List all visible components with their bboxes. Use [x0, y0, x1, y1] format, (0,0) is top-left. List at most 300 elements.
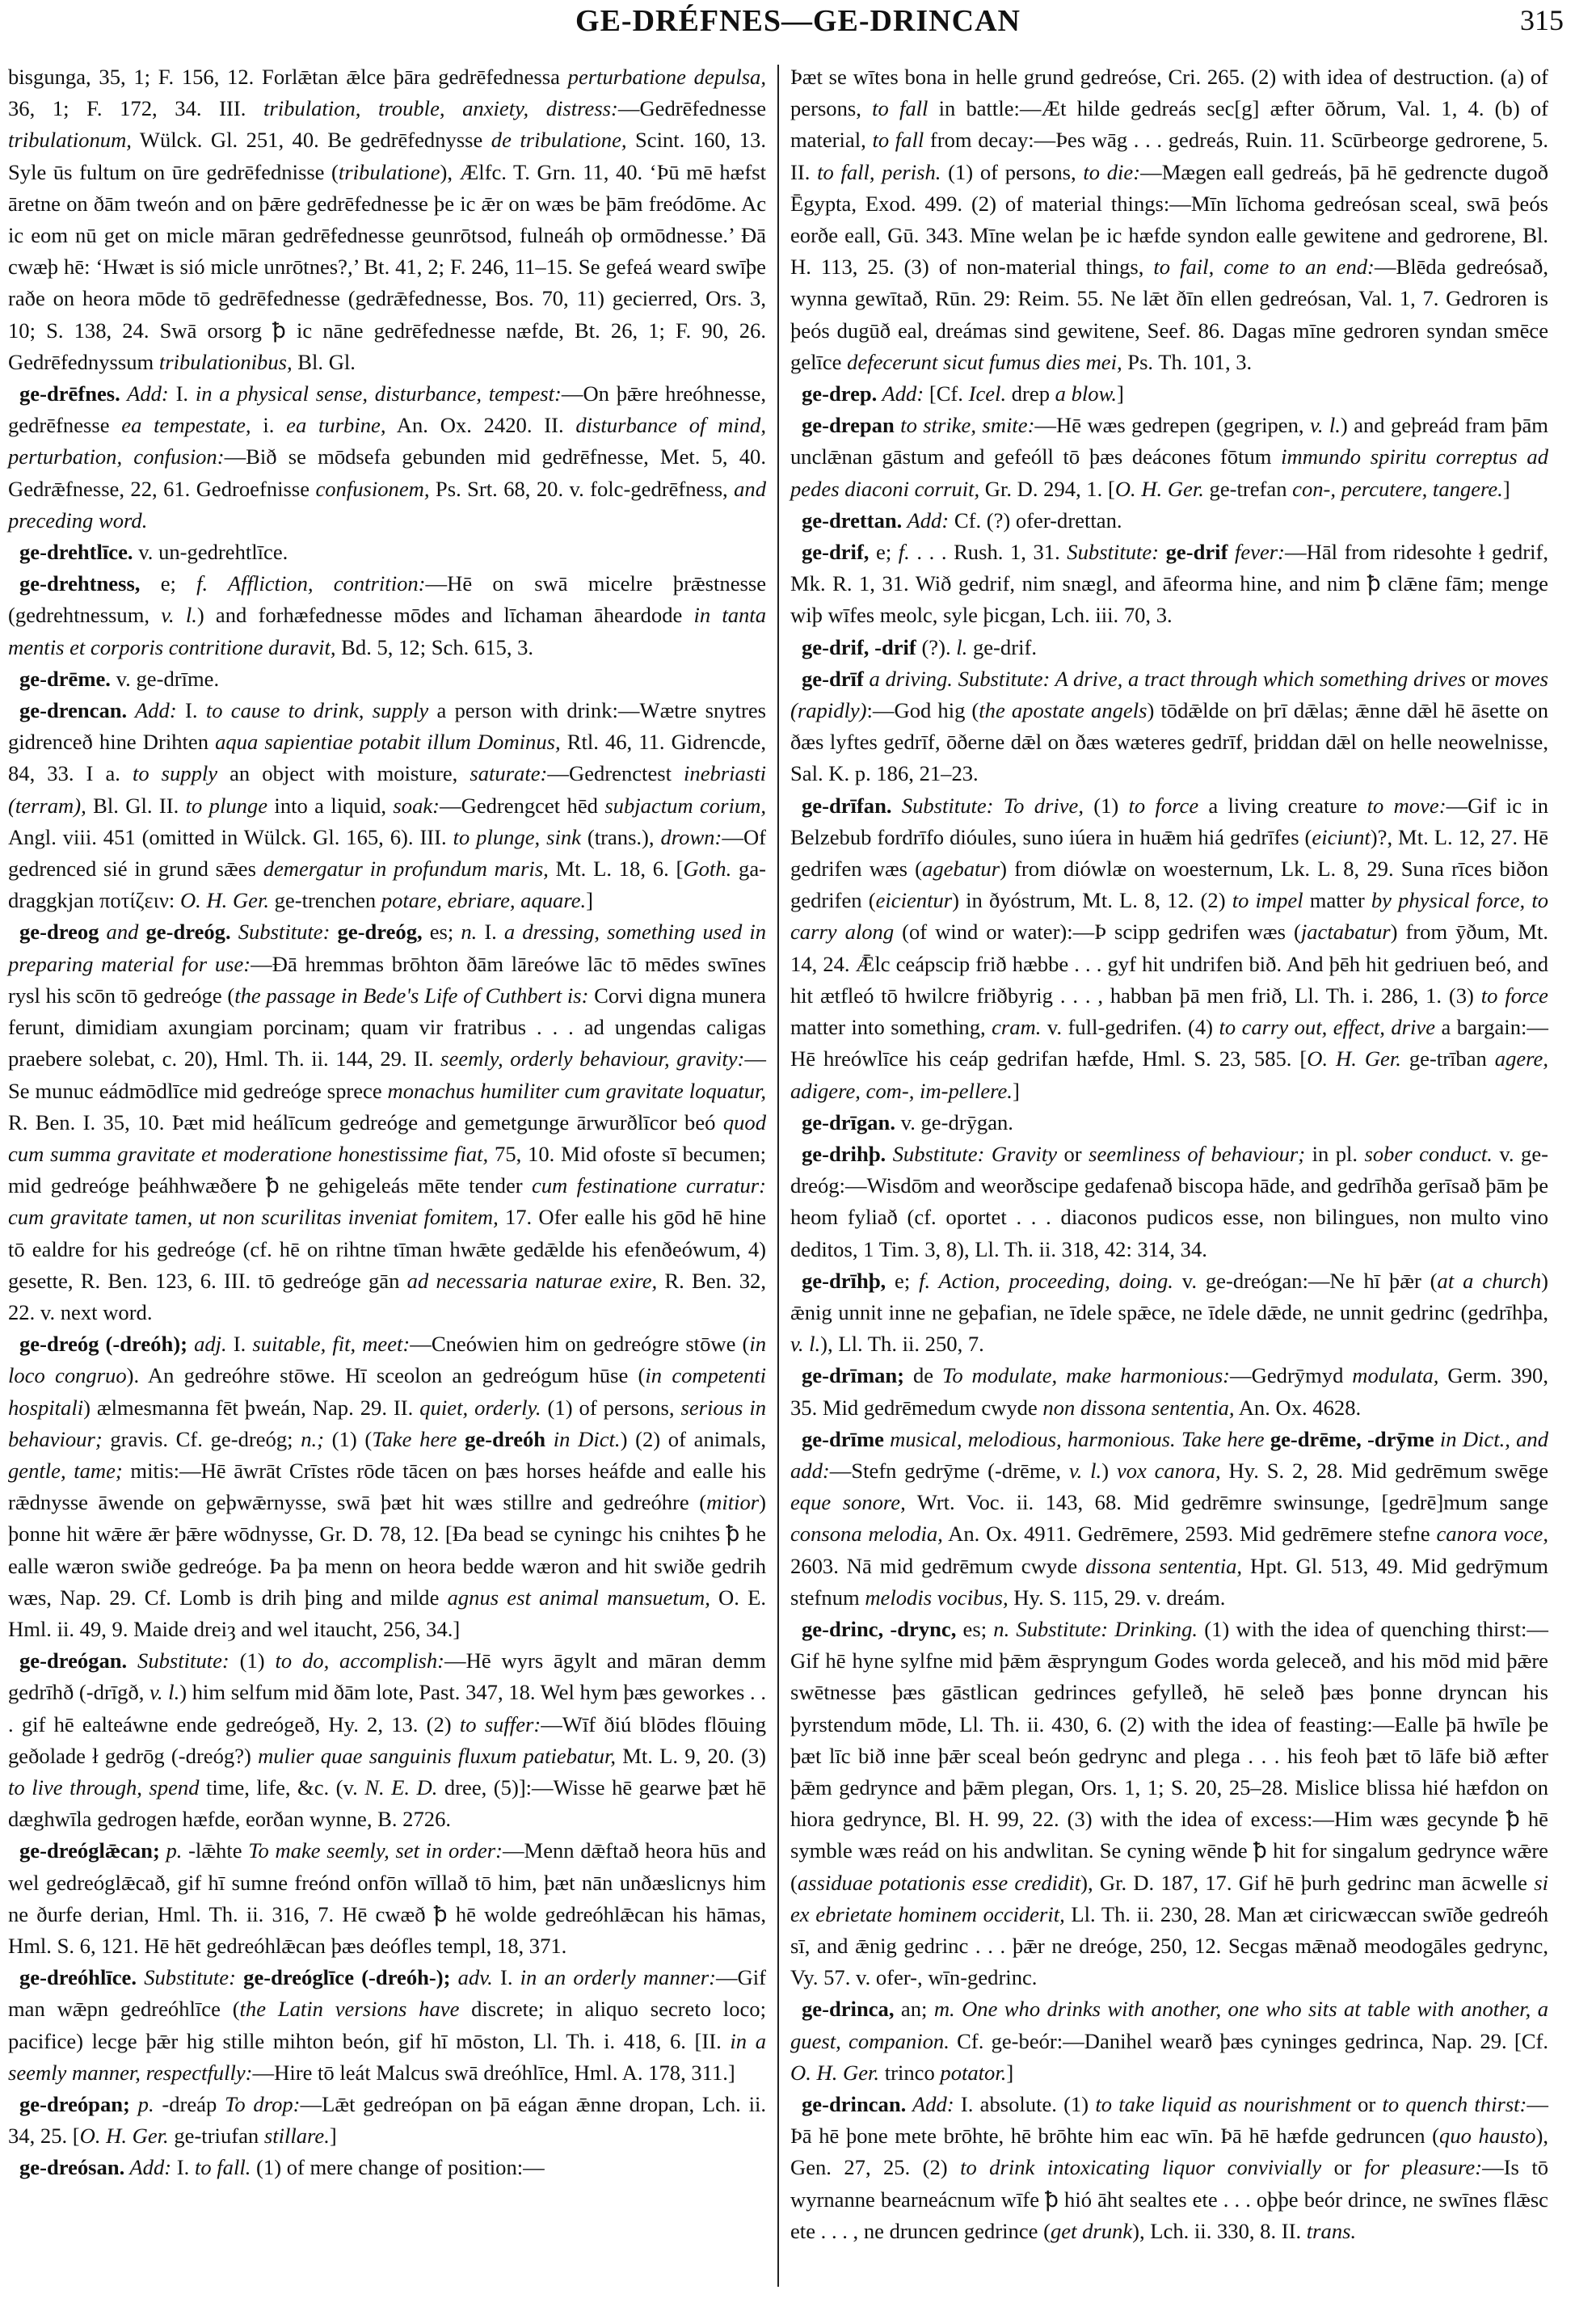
entry-text: time, life, &c. (v. — [199, 1774, 365, 1800]
entry-continuation — [8, 61, 766, 378]
italic-text: v. l. — [1068, 1458, 1102, 1483]
entry-text: I. — [226, 1332, 253, 1357]
italic-text: n. Substitute: Drinking. — [993, 1616, 1198, 1641]
entry-text: (1) — [229, 1648, 276, 1673]
entry-text: ), Gen. 27, 25. (2) — [790, 2124, 1549, 2180]
dictionary-entry — [790, 1993, 1548, 2089]
headword: ge-drīman; — [802, 1363, 905, 1388]
headword: ge-dreóglǣcan; — [19, 1838, 160, 1863]
entry-text: ) ælmesmanna fēt þweán, Nap. 29. II. — [83, 1395, 420, 1420]
entry-text: —Gif ic in Belzebub fordrīfo dióules, suno iúera in huǣm hiá gedrīfes ( — [790, 793, 1548, 849]
dictionary-entry — [8, 695, 766, 916]
italic-text: agebatur — [922, 857, 1000, 882]
running-title: GE-DRÉFNES—GE-DRINCAN — [575, 4, 1021, 38]
entry-text: —Hē on swā micelre þrǣstnesse (gedrehtnessum, — [8, 571, 766, 628]
italic-text: suitable, fit, meet: — [252, 1332, 411, 1357]
italic-text: adv. — [450, 1965, 493, 1990]
entry-text: ] — [1006, 2060, 1014, 2085]
entry-text: bisgunga, 35, 1; F. 156, 12. Forlǣtan ǣlce þāra gedrēfednessa — [8, 65, 568, 89]
italic-text: tribulatione — [338, 159, 440, 184]
italic-text: seemliness of behaviour; — [1089, 1141, 1306, 1166]
italic-text: in an orderly manner: — [520, 1965, 716, 1990]
entry-text: —Hire tō leát Malcus swā dreóhlīce, Hml. A. 178, 311.] — [252, 2060, 735, 2085]
italic-text: jactabatur — [1300, 920, 1391, 945]
italic-text: serious in behaviour; — [8, 1395, 767, 1451]
italic-text: eiciunt — [1312, 824, 1371, 849]
italic-text: f. Affliction, contrition: — [196, 571, 426, 596]
entry-text: ] — [1117, 381, 1124, 406]
entry-text: Gr. D. 294, 1. [ — [979, 476, 1115, 501]
entry-text: ga-draggkjan ποτίζειν: — [8, 857, 766, 913]
dictionary-entry — [8, 1645, 766, 1835]
entry-text: —Menn dǣftað heora hūs and wel gedreóglǣcað, gif hī sumne freónd onfōn wīllað tō him, þæt nān unðæslicnys him ne ðurfe derian, Hml. Th. ii. 316, 7. Hē cwæð ꝥ hē wolde gedreóhlǣcan his hāmas, Hml. S. 6, 121. Hē hēt gedreóhlǣcan þæs deófles templ, 18, 371. — [8, 1838, 766, 1958]
entry-text: —Gedrengcet hēd — [440, 793, 605, 818]
italic-text: a driving. Substitute: A drive, a tract through which something drives — [863, 666, 1466, 691]
entry-text: Hpt. Gl. 513, 49. Mid gedrȳmum stefnum — [790, 1553, 1548, 1610]
headword: ge-drettan. — [802, 507, 903, 532]
left-column — [8, 61, 766, 2184]
italic-text: O. H. Ger. — [79, 2124, 169, 2149]
headword: ge-drif, — [802, 540, 870, 565]
italic-text: to strike, smite: — [894, 413, 1035, 438]
italic-text: l. — [956, 634, 968, 659]
italic-text: in competenti hospitali — [8, 1363, 766, 1420]
entry-text: es; — [422, 920, 461, 945]
dictionary-entry — [790, 378, 1548, 410]
dictionary-entry — [790, 1107, 1548, 1139]
italic-text: Take here — [372, 1426, 465, 1451]
entry-text: O. E. Hml. ii. 49, 9. Maide dreiȝ and wel itaucht, 256, 34.] — [8, 1585, 766, 1641]
italic-text: potator. — [940, 2060, 1007, 2085]
italic-text: Goth. — [683, 857, 732, 882]
entry-text: e; — [140, 571, 197, 596]
entry-text: matter — [1303, 888, 1371, 913]
italic-text: to take liquid as nourishment — [1095, 2092, 1351, 2116]
headword: ge-drīfan. — [802, 793, 892, 818]
entry-text: —Þā hē þone mete brōhte, hē brōhte him eac wīn. Þā hē hæfde gedruncen ( — [790, 2092, 1549, 2149]
italic-text: seemly, orderly behaviour, gravity: — [440, 1046, 745, 1071]
dictionary-entry — [8, 1328, 766, 1645]
entry-text: ] — [329, 2124, 337, 2149]
dictionary-entry — [8, 2152, 766, 2183]
entry-text: Wrt. Voc. ii. 143, 68. Mid gedrēmre swinsunge, [gedrē]mum sange — [905, 1490, 1548, 1515]
italic-text: O. H. Ger. — [179, 888, 270, 913]
headword: ge-drēme. — [19, 666, 111, 691]
entry-text: ) from ȳðum, Mt. 14, 24. Ǣlc ceápscip frið hæbbe . . . gyf hit undrifen bið. And þēh hit gedriuen beó, and hit ætfleó tō hwilcre friðbyrig . . . , habban þā men frið, Ll. Th. i. 286, 1. (3) — [790, 920, 1549, 1008]
entry-text: (trans.), — [580, 824, 661, 849]
entry-text: Ps. Srt. 68, 20. v. folc-gedrēfness, — [429, 476, 735, 501]
headword: ge-drepan — [802, 413, 895, 438]
bold-term: ge-drēme, -drȳme — [1270, 1426, 1434, 1451]
headword: ge-drehtness, — [19, 571, 141, 596]
entry-text: discrete; in aliquo secreto loco; pacifice) lecge þǣr hig stille mihton beón, gif hī mōston, Ll. Th. i. 418, 6. [II. — [8, 1997, 766, 2053]
italic-text: consona melodia, — [790, 1522, 943, 1547]
entry-text: Mt. L. 9, 20. (3) — [616, 1743, 766, 1768]
entry-text: e; — [886, 1268, 920, 1293]
entry-text: ). An gedreóhre stōwe. Hī sceolon an gedreógum hūse ( — [126, 1363, 646, 1388]
entry-text: ) — [1101, 1458, 1117, 1483]
entry-text: ), Gr. D. 187, 17. Gif hē þurh gedrinc man ācwelle — [1080, 1870, 1535, 1895]
entry-text: ge-trīban — [1400, 1046, 1495, 1071]
entry-text: into a liquid, — [267, 793, 394, 818]
entry-text: v. full-gedrifen. (4) — [1041, 1015, 1219, 1040]
entry-text: (of wind or water):—Þ scipp gedrifen wæs ( — [894, 920, 1301, 945]
headword: ge-drinc, -drync, — [802, 1616, 957, 1641]
italic-text: con-, percutere, tangere. — [1292, 476, 1503, 501]
italic-text: the Latin versions have — [239, 1997, 460, 2022]
dictionary-entry — [8, 1962, 766, 2089]
italic-text: v. l. — [1309, 413, 1341, 438]
italic-text: vox canora, — [1116, 1458, 1221, 1483]
entry-text: from decay:—Þes wāg . . . gedreás, Ruin. 11. Scūrbeorge gedrorene, 5. II. — [790, 128, 1549, 184]
italic-text: to supply — [132, 761, 218, 786]
italic-text: to force — [1480, 983, 1548, 1008]
entry-text: or — [1466, 666, 1495, 691]
entry-text: —Gedrēfednesse — [617, 96, 766, 121]
bold-term: ge-dreóh — [465, 1426, 546, 1451]
italic-text: in a seemly manner, respectfully: — [8, 2028, 766, 2085]
entry-text: Angl. viii. 451 (omitted in Wülck. Gl. 165, 6). III. — [8, 824, 453, 849]
italic-text: to cause to drink, supply — [205, 698, 429, 723]
italic-text: cram. — [992, 1015, 1042, 1040]
italic-text: O. H. Ger. — [1114, 476, 1204, 501]
headword: ge-drīhþ, — [802, 1268, 886, 1293]
italic-text: mulier quae sanguinis fluxum patiebatur, — [258, 1743, 617, 1768]
entry-text: Hy. S. 115, 29. v. dreám. — [1008, 1585, 1226, 1610]
entry-text: An. Ox. 4628. — [1234, 1395, 1362, 1420]
italic-text: drown: — [660, 824, 722, 849]
italic-text: melodis vocibus, — [865, 1585, 1009, 1610]
headword: ge-dreópan; — [19, 2092, 130, 2116]
italic-text: eicientur — [875, 888, 953, 913]
italic-text: Substitute: — [127, 1648, 230, 1673]
entry-text: Rtl. 46, 11. Gidrencde, 84, 33. I a. — [8, 730, 766, 786]
italic-text: confusionem, — [315, 476, 430, 501]
dictionary-entry — [790, 1614, 1548, 1993]
entry-text: —Hāl from ridesohte ł gedrif, Mk. R. 1, 31. Wið gedrif, nim snægl, and āfeorma hine, and nim ꝥ clǣne fām; menge wiþ wīfes meolc, syle þicgan, Lch. iii. 70, 3. — [790, 540, 1548, 628]
headword: ge-drīf — [802, 666, 864, 691]
entry-text: a bargain:—Hē hreówlīce his ceáp gedrifan hæfde, Hml. S. 23, 585. [ — [790, 1015, 1548, 1071]
italic-text: inebriasti (terram), — [8, 761, 766, 818]
italic-text: immundo spiritu correptus ad pedes diaconi corruit, — [790, 444, 1548, 501]
italic-text: a dressing, something used in preparing material for use: — [8, 920, 767, 976]
entry-text: ) (2) of animals, — [620, 1426, 766, 1451]
entry-text: Corvi digna munera ferunt, dimidiam axungiam porcinam; quam vir fratribus . . . ad ungendas caligas praebere solebat, c. 20), Hml. Th. ii. 144, 29. II. — [8, 983, 766, 1071]
entry-text: an object with moisture, — [217, 761, 470, 786]
italic-text: disturbance of mind, perturbation, confusion: — [8, 413, 767, 469]
entry-text: drep — [1006, 381, 1055, 406]
entry-text: v. ge-drīme. — [110, 666, 220, 691]
entry-text: Bd. 5, 12; Sch. 615, 3. — [335, 634, 534, 659]
entry-text: ] — [1502, 476, 1510, 501]
dictionary-entry — [790, 632, 1548, 663]
italic-text: tribulationibus, — [158, 349, 293, 374]
entry-text: . . . Rush. 1, 31. — [909, 540, 1068, 565]
italic-text: to fall — [872, 96, 929, 121]
headword: ge-drencan. — [19, 698, 128, 723]
italic-text: v. l. — [790, 1332, 821, 1357]
italic-text: tribulationum, — [8, 128, 132, 153]
dictionary-entry — [8, 537, 766, 568]
entry-text: —Stefn gedrȳme (-drēme, — [829, 1458, 1069, 1483]
entry-text: matter into something, — [790, 1015, 992, 1040]
entry-text: a living creature — [1198, 793, 1367, 818]
italic-text: to plunge, sink — [453, 824, 581, 849]
entry-text: 75, 10. Mid ofoste sī becumen; mid gedreóge þeáhhwæðere ꝥ ne gehigeleás mēte tender — [8, 1141, 766, 1198]
entry-text: ge-triufan — [168, 2124, 264, 2149]
entry-text: Ll. Th. ii. 230, 28. Man æt ciricwæccan swīðe gedreóh sī, and ǣnig gedrinc . . . þǣr ne dreóge, 250, 12. Secgas mǣnað meodogāles gedrync, Vy. 57. v. ofer-, wīn-gedrinc. — [790, 1901, 1549, 1990]
italic-text: by physical force, to carry along — [790, 888, 1548, 945]
entry-text: ), Ælfc. T. Grn. 11, 40. ‘Þū mē hæfst āretne on ðām tweón and on þǣre gedrēfednesse þe ic ǣr on wæs be þām freódōme. Ac ic eom nū get on micle māran gedrēfednesse geunrōtsod, fulneáh oþ ormōdnesse.’ Ðā cwæþ hē: ‘Hwæt is sió micle unrōtnes?,’ Bt. 41, 2; F. 246, 11–15. Se gefeá weard swīþe raðe on heora mōde tō gedrēfednesse (gedrǣfednesse, Bos. 70, 11) gecierred, Ors. 3, 10; S. 138, 24. Swā orsorg ꝥ ic nāne gedrēfednesse næfde, Bt. 26, 1; F. 90, 26. Gedrēfednyssum — [8, 159, 766, 374]
italic-text: Add: — [124, 2155, 172, 2180]
italic-text: in a physical sense, disturbance, tempest: — [195, 381, 562, 406]
italic-text: f. Action, proceeding, doing. — [919, 1268, 1173, 1293]
italic-text: subjactum corium, — [604, 793, 766, 818]
entry-text: Hy. S. 2, 28. Mid gedrēmum swēge — [1220, 1458, 1548, 1483]
italic-text: to impel — [1232, 888, 1303, 913]
italic-text: Add: — [906, 2092, 954, 2116]
entry-text: ) in ðyóstrum, Mt. L. 8, 12. (2) — [952, 888, 1232, 913]
headword: ge-drīgan. — [802, 1109, 895, 1134]
entry-text: ge-trefan — [1203, 476, 1293, 501]
dictionary-entry — [790, 1265, 1548, 1361]
italic-text: the apostate angels — [979, 698, 1148, 723]
entry-text: :—God hig ( — [866, 698, 979, 723]
italic-text: and — [99, 920, 146, 945]
italic-text: sober conduct. — [1364, 1141, 1493, 1166]
entry-text: mitis:—Hē āwrāt Crīstes rōde tācen on þæs horses heáfde and ealle his rǣdnysse āwende on geþwǣrnysse, swā þæt hit wæs stillre and gedreóhre ( — [8, 1458, 766, 1515]
column-divider — [777, 65, 779, 2287]
italic-text: the passage in Bede's Life of Cuthbert is: — [234, 983, 589, 1008]
entry-text: an; — [894, 1997, 934, 2022]
entry-text: v. ge-dreóg:—Wisdōm and weorðscipe gedafenað biscopa hāde, and gedrīhða gerīsað þām þe heom fyliað (cf. oportet . . . diaconos pudicos esse, non bilingues, non multo vino deditos, 1 Tim. 3, 8), Ll. Th. ii. 318, 42: 314, 34. — [790, 1141, 1548, 1261]
italic-text: O. H. Ger. — [1307, 1046, 1401, 1071]
dictionary-entry — [8, 916, 766, 1328]
entry-text: I. — [492, 1965, 520, 1990]
italic-text: Substitute: — [1067, 540, 1160, 565]
entry-text: —Bið se mōdsefa gebunden mid gedrēfnesse, Met. 5, 40. Gedrǣfnesse, 22, 61. Gedroefnisse — [8, 444, 766, 501]
entry-text: —Gedrenctest — [547, 761, 684, 786]
entry-text: ), Lch. ii. 330, 8. II. — [1132, 2218, 1307, 2243]
entry-text: —Blēda gedreósað, wynna gewītað, Rūn. 29: Reim. 55. Ne lǣt ðīn ellen gedreósan, Val. 1, 7. Gedroren is þeós dugūð eal, dreámas sind gewitene, Seef. 86. Dagas mīne gedroren syndan smēce gelīce — [790, 255, 1548, 374]
italic-text: modulata, — [1352, 1363, 1439, 1388]
entry-text: a person with drink:—Wætre snytres gidrenceð hine Drihten — [8, 698, 766, 755]
entry-text: Wülck. Gl. 251, 40. Be gedrēfednysse — [131, 128, 491, 153]
entry-text: —Is tō wyrnanne bearneácnum wīfe ꝥ hió āht sealtes ete . . . oþþe beór drince, ne swīnes flǣsc ete . . . , ne druncen gedrince ( — [790, 2155, 1548, 2243]
entry-text: e; — [869, 540, 899, 565]
italic-text: to fall, perish. — [817, 159, 941, 184]
entry-text: de — [904, 1363, 942, 1388]
entry-text: —Ðā hremmas brōhton ðām lāreówe lāc tō mēdes swīnes rysl his scōn tō gedreóge ( — [8, 951, 766, 1008]
headword: ge-drep. — [802, 381, 878, 406]
italic-text: Substitute: Gravity — [886, 1141, 1058, 1166]
italic-text: to fail, come to an end: — [1153, 255, 1375, 280]
dictionary-entry — [8, 378, 766, 537]
entry-text: ge-trenchen — [269, 888, 381, 913]
headword: ge-dreóhlīce. — [19, 1965, 137, 1990]
entry-text: R. Ben. 32, 22. v. next word. — [8, 1268, 766, 1324]
entry-text: —Hē wæs gedrepen (gegripen, — [1034, 413, 1310, 438]
entry-text: 36, 1; F. 172, 34. III. — [8, 96, 263, 121]
bold-term: ge-dreóg. — [145, 920, 231, 945]
entry-text: Cf. ge-beór:—Danihel wearð þæs cyninges gedrinca, Nap. 29. [Cf. — [949, 2028, 1548, 2053]
headword: ge-drēfnes. — [19, 381, 120, 406]
italic-text: in loco congruo — [8, 1332, 767, 1388]
right-column — [790, 61, 1548, 2247]
italic-text: agere, adigere, com-, im-pellere. — [790, 1046, 1548, 1103]
entry-text: —Wīf ðiú blōdes flōuing geðolade ł gedrōg (-dreóg?) — [8, 1711, 766, 1768]
italic-text: v. l. — [161, 603, 197, 628]
entry-text: Ps. Th. 101, 3. — [1122, 349, 1253, 374]
headword: ge-drincan. — [802, 2092, 907, 2116]
italic-text: to force — [1128, 793, 1199, 818]
italic-text: perturbatione depulsa, — [567, 65, 766, 89]
dictionary-entry — [8, 663, 766, 695]
entry-text: I. — [477, 920, 504, 945]
italic-text: ad necessaria naturae exire, — [406, 1268, 658, 1293]
entry-text: I. — [171, 2155, 195, 2180]
dictionary-entry — [790, 2089, 1548, 2247]
entry-text: in pl. — [1305, 1141, 1365, 1166]
entry-text: —Mægen eall gedreás, þā hē gedrencte dugoð Ēgypta, Exod. 499. (2) of material things:—Mīn līchoma gedreósan sceal, swā þeós eorðe eall, Gū. 343. Mīne welan þe ic hæfde syndon ealle gewitene and gedrorene, Bl. H. 113, 25. (3) of non-material things, — [790, 159, 1549, 280]
entry-text: v. ge-dreógan:—Ne hī þǣr ( — [1173, 1268, 1438, 1293]
dictionary-entry — [790, 663, 1548, 790]
entry-text: -lǣhte — [182, 1838, 249, 1863]
italic-text: soak: — [393, 793, 440, 818]
italic-text: Substitute: — [230, 920, 331, 945]
italic-text: musical, melodious, harmonious. Take here — [883, 1426, 1270, 1451]
entry-text: Bl. Gl. II. — [86, 793, 186, 818]
entry-text: Germ. 390, 35. Mid gedrēmedum cwyde — [790, 1363, 1548, 1420]
italic-text: Add: — [877, 381, 924, 406]
italic-text: n.; — [301, 1426, 324, 1451]
italic-text: in Dict. — [545, 1426, 621, 1451]
headword: ge-drehtlīce. — [19, 540, 133, 565]
dictionary-entry — [8, 1835, 766, 1962]
entry-text: 17. Ofer ealle his gōd hē hine tō ealdre for his gedreóge (cf. hē on rihtne tīman hwǣte gedǣlde his efenðeówum, 4) gesette, R. Ben. 123, 6. III. tō gedreóge gān — [8, 1205, 766, 1293]
entry-text: —Lǣt gedreópan on þā eágan ǣnne dropan, Lch. ii. 34, 25. [ — [8, 2092, 767, 2149]
italic-text: trans. — [1306, 2218, 1357, 2243]
italic-text: agnus est animal mansuetum, — [447, 1585, 710, 1610]
italic-text: n. — [461, 920, 478, 945]
italic-text: dissona sententia, — [1085, 1553, 1243, 1578]
italic-text: to fall — [872, 128, 924, 153]
entry-text: ) ǣnig unnit inne ne geþafian, ne īdele spǣce, ne īdele dǣde, ne unnit gedrinc (gedrīhþa, — [790, 1268, 1549, 1324]
entry-text: (?). — [916, 634, 957, 659]
dictionary-entry — [790, 410, 1548, 505]
italic-text: Substitute: To drive, — [891, 793, 1084, 818]
italic-text: fever: — [1228, 540, 1286, 565]
entry-text: ge-drif. — [967, 634, 1037, 659]
italic-text: moves (rapidly) — [790, 666, 1548, 723]
italic-text: to plunge — [185, 793, 268, 818]
entry-text: ) tōdǣlde on þrī dǣlas; ǣnne dǣl hē āsette on ðæs lyftes gedrīf, ōðerne dǣl on ðæs wæteres gedrīf, þriddan dǣl on helle neowelnisse, Sal. K. p. 186, 21–23. — [790, 698, 1548, 786]
italic-text: v. l. — [149, 1680, 180, 1705]
italic-text: p. — [129, 2092, 154, 2116]
italic-text: cum festinatione curratur: cum gravitate tamen, ut non scurilitas inveniat fomitem, — [8, 1173, 766, 1230]
entry-text: (1) of persons, — [941, 159, 1084, 184]
italic-text: N. E. D. — [364, 1774, 438, 1800]
italic-text: quod cum summa gravitate et moderatione honestissime fiat, — [8, 1109, 766, 1166]
entry-text: or — [1350, 2092, 1383, 2116]
entry-text: —Gif man wǣpn gedreóhlīce ( — [8, 1965, 766, 2022]
entry-text: i. — [251, 413, 287, 438]
entry-text: ), Ll. Th. ii. 250, 7. — [820, 1332, 984, 1357]
italic-text: a blow. — [1055, 381, 1118, 406]
italic-text: Add: — [902, 507, 950, 532]
italic-text: aqua sapientiae potabit illum Dominus, — [215, 730, 561, 755]
italic-text: f. — [898, 540, 910, 565]
entry-text: ) þonne hit wǣre ǣr þǣre wōdnysse, Gr. D. 78, 12. [Ða bead se cyningc his cnihtes ꝥ he ealle wæron swiðe gedreóge. Þa þa menn on heora bedde wæron and hit swiðe gedrih wæs, Nap. 29. Cf. Lomb is drih þing and milde — [8, 1490, 766, 1610]
entry-text: )?, Mt. L. 12, 27. Hē gedrifen wæs ( — [790, 824, 1548, 882]
italic-text: defecerunt sicut fumus dies mei, — [847, 349, 1122, 374]
italic-text: and preceding word. — [8, 476, 766, 532]
headword: ge-drīme — [802, 1426, 884, 1451]
entry-text: ) and forhæfednesse mōdes and līchaman āheardode — [196, 603, 694, 628]
entry-text: v. ge-drȳgan. — [895, 1109, 1013, 1134]
italic-text: de tribulatione, — [491, 128, 627, 153]
dictionary-entry — [8, 568, 766, 663]
italic-text: to move: — [1366, 793, 1447, 818]
italic-text: ea tempestate, — [121, 413, 251, 438]
entry-text: or — [1321, 2155, 1365, 2180]
italic-text: at a church — [1437, 1268, 1542, 1293]
entry-text: (1) of mere change of position:— — [251, 2155, 545, 2180]
italic-text: to do, accomplish: — [275, 1648, 445, 1673]
italic-text: eque sonore, — [790, 1490, 906, 1515]
italic-text: adj. — [187, 1332, 227, 1357]
italic-text: non dissona sententia, — [1042, 1395, 1235, 1420]
dictionary-entry — [790, 1424, 1548, 1614]
italic-text: To drop: — [225, 2092, 301, 2116]
bold-term: ge-dreóg, — [330, 920, 423, 945]
italic-text: ea turbine, — [286, 413, 386, 438]
headword: ge-drinca, — [802, 1997, 895, 2022]
italic-text: stillare. — [263, 2124, 330, 2149]
italic-text: in tanta mentis et corporis contritione duravit, — [8, 603, 766, 659]
italic-text: Substitute: — [137, 1965, 236, 1990]
italic-text: p. — [159, 1838, 183, 1863]
entry-text: (1) ( — [324, 1426, 373, 1451]
italic-text: to quench thirst: — [1382, 2092, 1527, 2116]
italic-text: m. One who drinks with another, one who sits at table with another, a guest, companion. — [790, 1997, 1549, 2053]
entry-text: —Hē wyrs āgylt and māran demm gedrīhð (-drīgð, — [8, 1648, 766, 1705]
entry-text: ) and geþreád fram þām unclǣnan gāstum and gefeóll tō þæs deácones fōtum — [790, 413, 1548, 469]
headword: ge-dreógan. — [19, 1648, 128, 1673]
dictionary-entry — [790, 1360, 1548, 1423]
bold-term: ge-dreóglīce (-dreóh-); — [235, 1965, 451, 1990]
italic-text: to fall. — [194, 2155, 251, 2180]
entry-text: ] — [586, 888, 594, 913]
italic-text: canora voce, — [1436, 1522, 1548, 1547]
italic-text: monachus humiliter cum gravitate loquatur, — [387, 1078, 767, 1103]
italic-text: to drink intoxicating liquor convivially — [960, 2155, 1322, 2180]
entry-text: R. Ben. I. 35, 10. Þæt mid heálīcum gedreóge and gemetgunge ārwurðlīcor beó — [8, 1109, 723, 1134]
italic-text: si ex ebrietate hominem occiderit, — [790, 1870, 1548, 1926]
entry-text: or — [1057, 1141, 1089, 1166]
italic-text: to carry out, effect, drive — [1219, 1015, 1436, 1040]
page-number: 315 — [1520, 4, 1564, 36]
italic-text: To modulate, make harmonious: — [941, 1363, 1231, 1388]
entry-text: Cf. (?) ofer-drettan. — [949, 507, 1122, 532]
entry-text: An. Ox. 4911. Gedrēmere, 2593. Mid gedrēmere stefne — [942, 1522, 1437, 1547]
entry-text: in battle:—Æt hilde gedreás sec[g] æfter ōðrum, Val. 1, 4. (b) of material, — [790, 96, 1549, 153]
entry-text: ) from diówlæ on woesternum, Lk. L. 8, 29. Suna rīces biðon gedrifen ( — [790, 857, 1548, 913]
entry-text: ) him selfum mid ðām lote, Past. 347, 18. Wel hym þæs geworkes . . . gif hē ealteáwne ende gedreógeð, Hy. 2, 13. (2) — [8, 1680, 766, 1736]
italic-text: quo hausto — [1439, 2124, 1536, 2149]
italic-text: Add: — [120, 381, 169, 406]
entry-text: —Se munuc eádmōdlīce mid gedreóge sprece — [8, 1046, 767, 1103]
